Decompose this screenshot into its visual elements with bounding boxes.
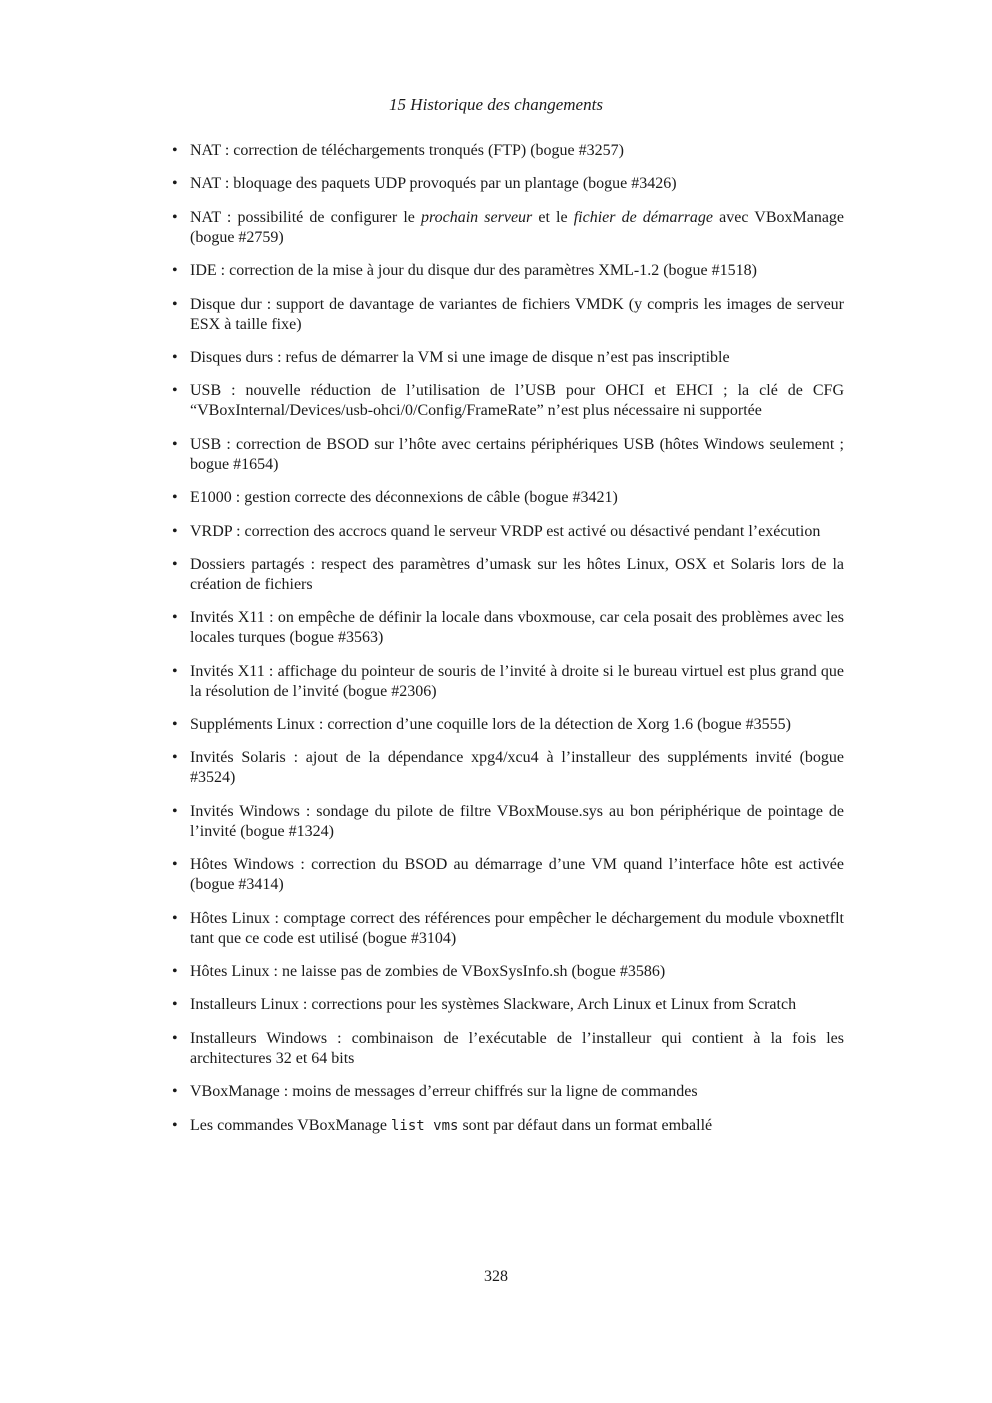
bullet-icon: • [172, 175, 178, 193]
text-fragment: et le [532, 208, 574, 226]
changelog-item-text [190, 142, 624, 159]
text-fragment: Invités Windows : sondage du pilote de filtre VBoxMouse.sys au bon périphérique de pointage de l’invité (bogue #1324) [190, 802, 844, 840]
changelog-item-text [190, 856, 844, 893]
bullet-icon: • [172, 435, 178, 453]
bullet-icon: • [172, 716, 178, 734]
text-fragment: IDE : correction de la mise à jour du disque dur des paramètres XML-1.2 (bogue #1518) [190, 262, 757, 280]
changelog-item [172, 488, 844, 508]
changelog-item-text [190, 489, 618, 506]
changelog-item [172, 522, 844, 542]
text-fragment: USB : nouvelle réduction de l’utilisation de l’USB pour OHCI et EHCI ; la clé de CFG “VBoxInternal/Devices/usb-ohci/0/Config/FrameRate” n’est plus nécessaire ni supportée [190, 382, 844, 420]
bullet-icon: • [172, 749, 178, 767]
changelog-item-text [190, 716, 791, 733]
bullet-icon: • [172, 382, 178, 400]
changelog-item-text [190, 803, 844, 840]
emphasis-text: prochain serveur [421, 208, 533, 226]
bullet-icon: • [172, 1029, 178, 1047]
changelog-item [172, 715, 844, 735]
page-number: 328 [484, 1268, 508, 1285]
changelog-item [172, 295, 844, 335]
changelog-item-text [190, 749, 844, 786]
changelog-item-text [190, 963, 665, 980]
changelog-item [172, 802, 844, 842]
changelog-item-text [190, 382, 844, 419]
text-fragment: VRDP : correction des accrocs quand le serveur VRDP est activé ou désactivé pendant l’exécution [190, 522, 821, 540]
changelog-item [172, 555, 844, 595]
changelog-item-text [190, 663, 844, 700]
text-fragment: sont par défaut dans un format emballé [458, 1116, 713, 1134]
changelog-item [172, 909, 844, 949]
changelog-item [172, 995, 844, 1015]
text-fragment: Dossiers partagés : respect des paramètres d’umask sur les hôtes Linux, OSX et Solaris lors de la création de fichiers [190, 555, 844, 593]
bullet-icon: • [172, 489, 178, 507]
inline-code: list vms [391, 1117, 459, 1134]
text-fragment: Disques durs : refus de démarrer la VM si une image de disque n’est pas inscriptible [190, 348, 730, 366]
changelog-item [172, 1082, 844, 1102]
changelog-item-text [190, 609, 844, 646]
bullet-icon: • [172, 662, 178, 680]
text-fragment: NAT : possibilité de configurer le [190, 208, 421, 226]
text-fragment: Installeurs Linux : corrections pour les systèmes Slackware, Arch Linux et Linux from Scratch [190, 996, 797, 1014]
changelog-item-text [190, 523, 820, 540]
changelog-item [172, 962, 844, 982]
text-fragment: E1000 : gestion correcte des déconnexions de câble (bogue #3421) [190, 489, 618, 507]
changelog-item-text [190, 910, 844, 947]
text-fragment: Invités Solaris : ajout de la dépendance xpg4/xcu4 à l’installeur des suppléments invité (bogue #3524) [190, 749, 844, 787]
changelog-item [172, 662, 844, 702]
changelog-item-text [190, 1117, 712, 1134]
changelog-item-text [190, 262, 757, 279]
text-fragment: NAT : bloquage des paquets UDP provoqués par un plantage (bogue #3426) [190, 175, 677, 193]
bullet-icon: • [172, 963, 178, 981]
changelog-item [172, 1116, 844, 1136]
text-fragment: NAT : correction de téléchargements tronqués (FTP) (bogue #3257) [190, 142, 624, 159]
bullet-icon: • [172, 609, 178, 627]
text-fragment: Hôtes Linux : comptage correct des références pour empêcher le déchargement du module vboxnetflt tant que ce code est utilisé (bogue #3104) [190, 909, 844, 947]
bullet-icon: • [172, 348, 178, 366]
bullet-icon: • [172, 996, 178, 1014]
text-fragment: Disque dur : support de davantage de variantes de fichiers VMDK (y compris les images de serveur ESX à taille fixe) [190, 295, 844, 333]
changelog-item [172, 748, 844, 788]
changelog-item [172, 174, 844, 194]
bullet-icon: • [172, 802, 178, 820]
bullet-icon: • [172, 1083, 178, 1101]
bullet-icon: • [172, 208, 178, 226]
bullet-icon: • [172, 142, 178, 159]
changelog-item [172, 208, 844, 248]
text-fragment: Hôtes Linux : ne laisse pas de zombies de VBoxSysInfo.sh (bogue #3586) [190, 963, 666, 981]
text-fragment: VBoxManage : moins de messages d’erreur chiffrés sur la ligne de commandes [190, 1083, 698, 1101]
text-fragment: avec VBoxManage (bogue #2759) [190, 208, 845, 246]
running-header: 15 Historique des changements [389, 95, 603, 114]
text-fragment: Suppléments Linux : correction d’une coquille lors de la détection de Xorg 1.6 (bogue #3555) [190, 716, 791, 734]
changelog-item [172, 381, 844, 421]
changelog-item [172, 855, 844, 895]
changelog-item-text [190, 436, 844, 473]
changelog-item-text [190, 1083, 698, 1100]
text-fragment: Les commandes VBoxManage [190, 1116, 391, 1134]
changelog-item-text [190, 349, 730, 366]
text-fragment: Hôtes Windows : correction du BSOD au démarrage d’une VM quand l’interface hôte est activée (bogue #3414) [190, 856, 844, 894]
bullet-icon: • [172, 522, 178, 540]
changelog-item [172, 435, 844, 475]
changelog-item [172, 1029, 844, 1069]
bullet-icon: • [172, 262, 178, 280]
changelog-item [172, 261, 844, 281]
changelog-list [172, 141, 844, 1149]
changelog-item-text [190, 1030, 844, 1067]
changelog-item-text [190, 556, 844, 593]
changelog-item-text [190, 996, 796, 1013]
changelog-item [172, 608, 844, 648]
bullet-icon: • [172, 555, 178, 573]
changelog-item [172, 348, 844, 368]
changelog-item [172, 141, 844, 161]
changelog-item-text [190, 296, 844, 333]
text-fragment: Invités X11 : on empêche de définir la locale dans vboxmouse, car cela posait des problèmes avec les locales turques (bogue #3563) [190, 609, 844, 647]
text-fragment: Invités X11 : affichage du pointeur de souris de l’invité à droite si le bureau virtuel est plus grand que la résolution de l’invité (bogue #2306) [190, 662, 844, 700]
text-fragment: Installeurs Windows : combinaison de l’exécutable de l’installeur qui contient à la fois les architectures 32 et 64 bits [190, 1029, 844, 1067]
changelog-item-text [190, 209, 844, 246]
changelog-item-text [190, 175, 677, 192]
emphasis-text: fichier de démarrage [573, 208, 714, 226]
bullet-icon: • [172, 856, 178, 874]
bullet-icon: • [172, 295, 178, 313]
text-fragment: USB : correction de BSOD sur l’hôte avec certains périphériques USB (hôtes Windows seulement ; bogue #1654) [190, 435, 844, 473]
bullet-icon: • [172, 909, 178, 927]
bullet-icon: • [172, 1116, 178, 1134]
